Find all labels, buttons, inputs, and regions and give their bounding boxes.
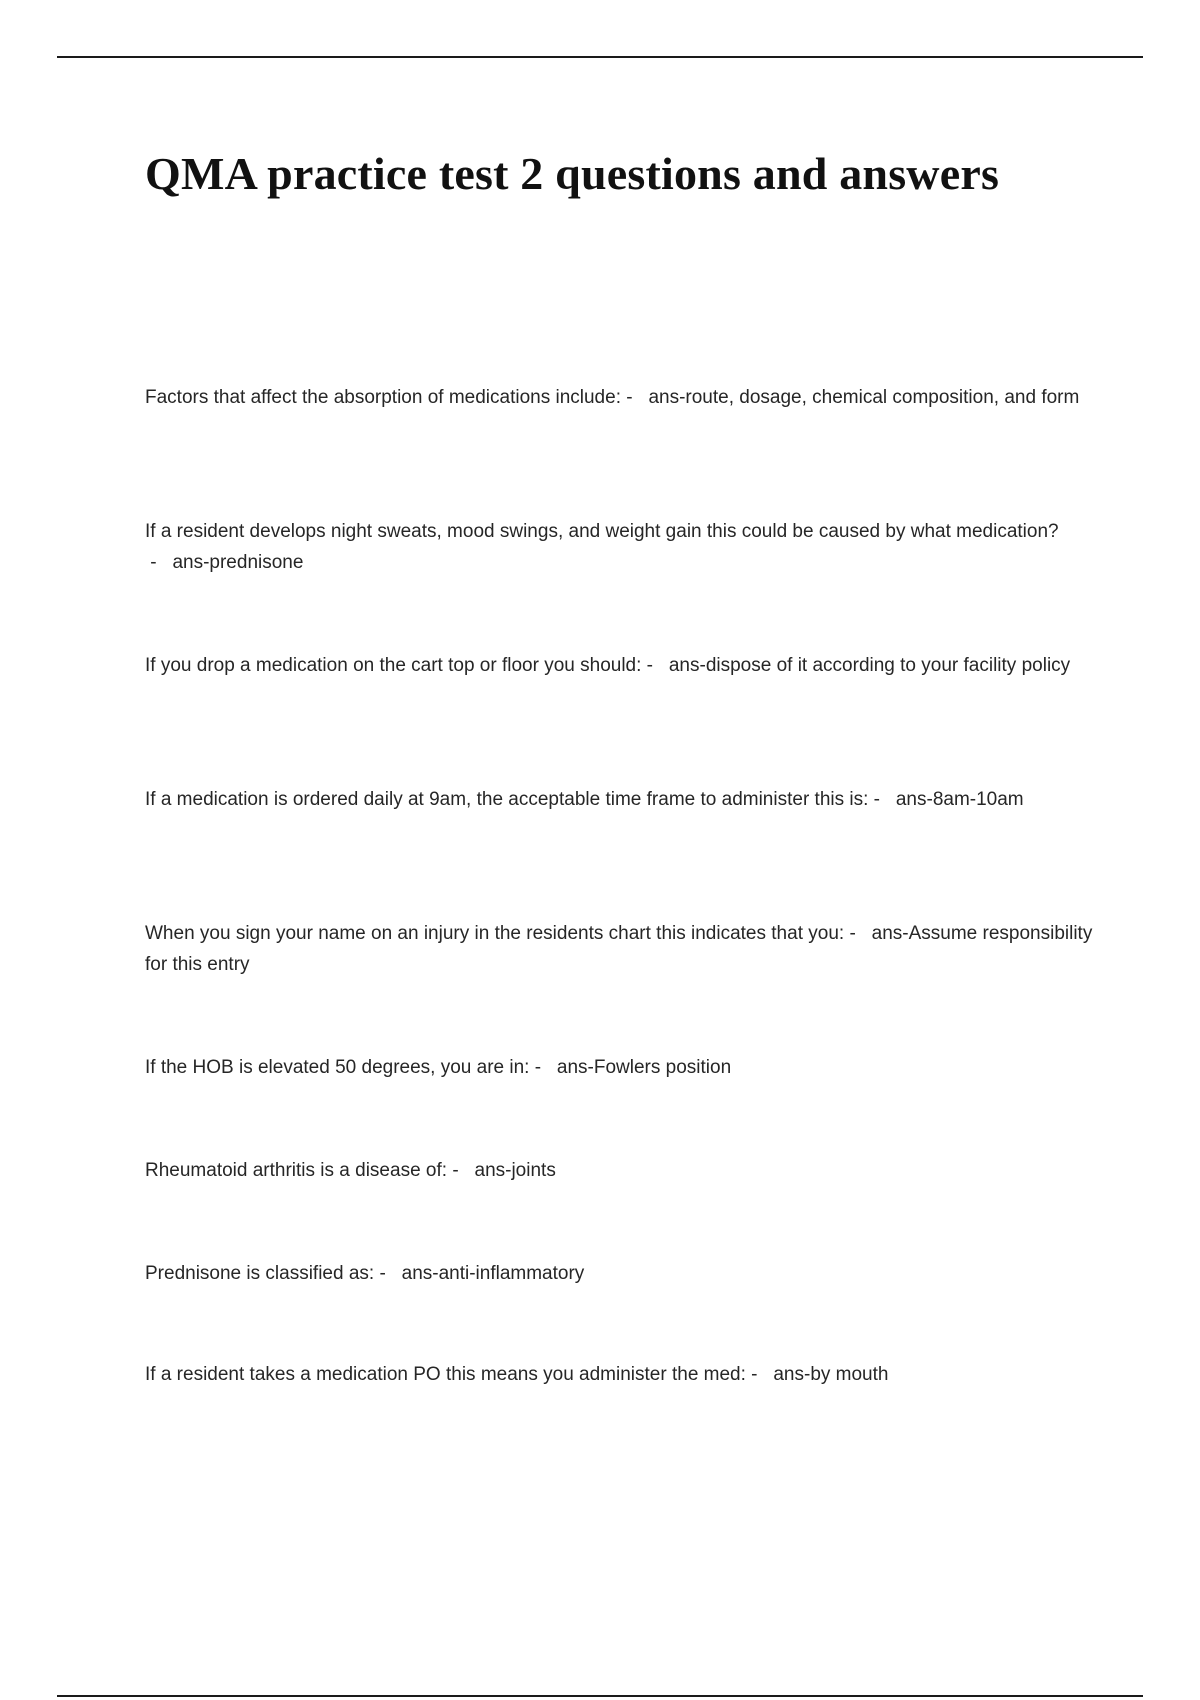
question-text: If a medication is ordered daily at 9am, the acceptable time frame to administer this is: xyxy=(145,789,869,810)
page-title: QMA practice test 2 questions and answers xyxy=(145,148,1000,199)
qa-separator: - xyxy=(641,655,669,676)
qa-separator: - xyxy=(145,552,173,573)
qa-separator: - xyxy=(447,1160,475,1181)
answer-text: ans-joints xyxy=(474,1160,556,1181)
question-text: Rheumatoid arthritis is a disease of: xyxy=(145,1160,448,1181)
answer-text: ans-prednisone xyxy=(172,552,304,573)
question-text: If the HOB is elevated 50 degrees, you are in: xyxy=(145,1057,530,1078)
qa-separator: - xyxy=(844,923,872,944)
qa-item xyxy=(145,1359,1095,1390)
qa-item xyxy=(145,1155,1095,1186)
answer-text: ans-by mouth xyxy=(773,1364,889,1385)
question-text: If a resident develops night sweats, mood swings, and weight gain this could be caused by what medication? xyxy=(145,521,1059,542)
qa-item xyxy=(145,784,1095,815)
footer-rule xyxy=(57,1695,1143,1697)
qa-separator: - xyxy=(620,387,649,408)
answer-text: ans-anti-inflammatory xyxy=(401,1263,585,1284)
qa-item xyxy=(145,1258,1095,1289)
answer-text: ans-Fowlers position xyxy=(556,1057,732,1078)
question-text: Factors that affect the absorption of medications include: xyxy=(145,387,621,408)
qa-separator: - xyxy=(745,1364,774,1385)
qa-separator: - xyxy=(374,1263,402,1284)
header-rule xyxy=(57,56,1143,58)
qa-item xyxy=(145,516,1095,578)
qa-separator: - xyxy=(529,1057,557,1078)
question-text: When you sign your name on an injury in the residents chart this indicates that you: xyxy=(145,923,845,944)
question-text: If you drop a medication on the cart top or floor you should: xyxy=(145,655,642,676)
qa-item xyxy=(145,918,1095,980)
answer-text: ans-Assume responsibility for this entry xyxy=(145,923,1093,975)
question-text: Prednisone is classified as: xyxy=(145,1263,375,1284)
answer-text: ans-route, dosage, chemical composition, and form xyxy=(648,387,1080,408)
qa-item xyxy=(145,1052,1095,1083)
question-text: If a resident takes a medication PO this means you administer the med: xyxy=(145,1364,746,1385)
qa-item xyxy=(145,382,1095,413)
answer-text: ans-8am-10am xyxy=(895,789,1024,810)
answer-text: ans-dispose of it according to your facility policy xyxy=(668,655,1071,676)
qa-item xyxy=(145,650,1095,681)
qa-separator: - xyxy=(868,789,896,810)
